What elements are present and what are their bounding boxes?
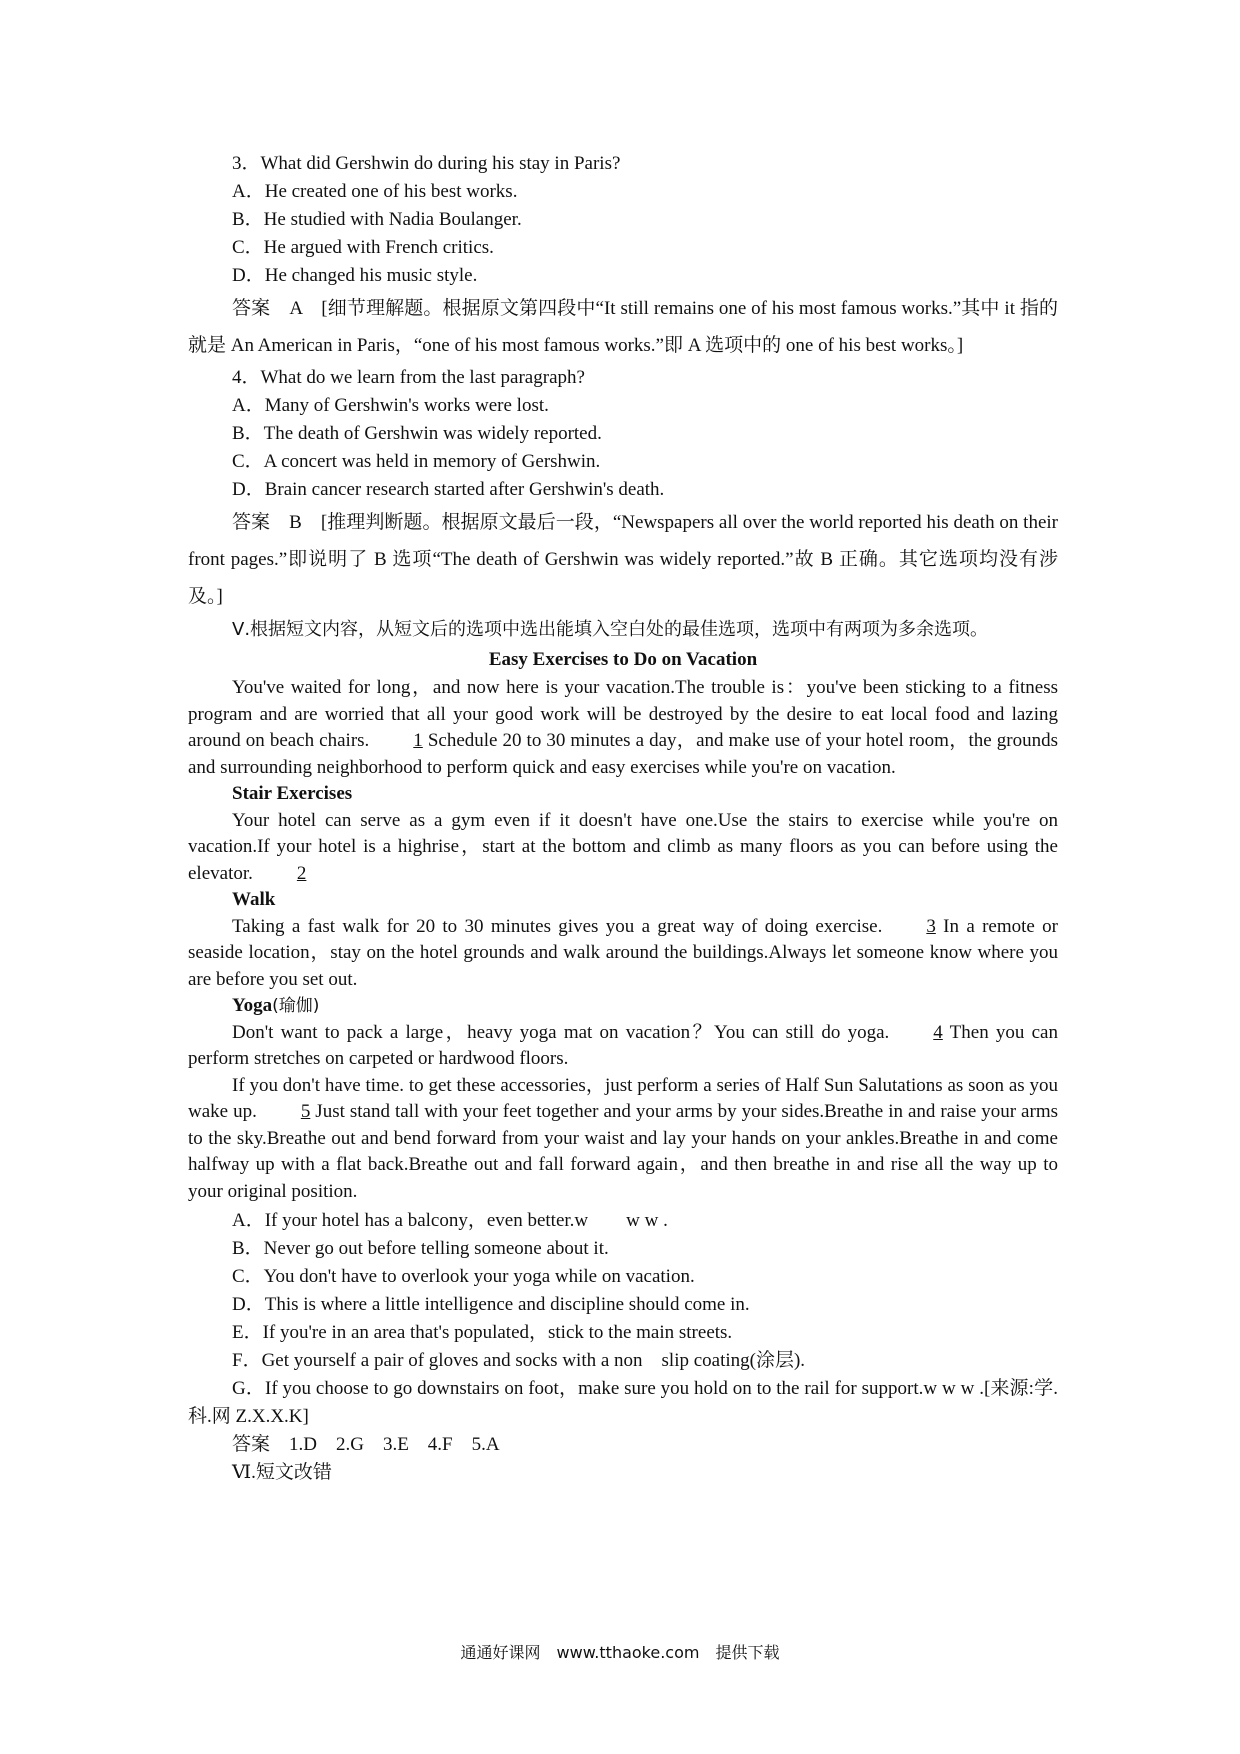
q4-option-b: B．The death of Gershwin was widely reported.: [232, 423, 602, 444]
section-5-answer: 答案 1.D 2.G 3.E 4.F 5.A: [232, 1434, 500, 1455]
option-d: D．This is where a little intelligence and discipline should come in.: [232, 1294, 750, 1315]
option-a: A．If your hotel has a balcony，even better.w w w .: [232, 1210, 668, 1231]
option-f: F．Get yourself a pair of gloves and socks with a non slip coating(涂层).: [232, 1350, 806, 1371]
passage-last: [188, 1073, 1058, 1206]
subheading-stair: Stair Exercises: [232, 783, 353, 804]
options-list: [188, 1207, 1058, 1431]
yoga-title-cn: (瑜伽): [272, 996, 320, 1016]
option-e: E．If you're in an area that's populated，stick to the main streets.: [232, 1322, 733, 1343]
stair-text: Your hotel can serve as a gym even if it doesn't have one.Use the stairs to exercise while you're on vacation.If your hotel is a highrise，start at the bottom and climb as many floors as you can before using the elevator.: [188, 809, 1058, 884]
intro-text-b: Schedule 20 to 30 minutes a day，and make use of your hotel room，the grounds and surrounding neighborhood to perform quick and easy exercises while you're on vacation.: [188, 730, 1058, 778]
section-6-heading: Ⅵ.短文改错: [232, 1462, 332, 1483]
q3-option-b: B．He studied with Nadia Boulanger.: [232, 209, 522, 230]
q3-answer: 答案 A [细节理解题。根据原文第四段中“It still remains one of his most famous works.”其中 it 指的就是 An American in Paris，“one of his most famous works.”即 A 选项中的 one of his best works。]: [188, 298, 1058, 356]
passage-yoga: [188, 1020, 1058, 1073]
q4-option-c: C．A concert was held in memory of Gershwin.: [232, 451, 601, 472]
last-text-b: Just stand tall with your feet together and your arms by your sides.Breathe in and raise your arms to the sky.Breathe out and bend forward from your waist and lay your hands on your ankles.Breathe in and come halfway up with a flat back.Breathe out and fall forward again，and then breathe in and rise all the way up to your original position.: [188, 1101, 1058, 1202]
q3-option-d: D．He changed his music style.: [232, 265, 478, 286]
passage-walk: [188, 914, 1058, 994]
yoga-text-a: Don't want to pack a large，heavy yoga mat on vacation？You can still do yoga.: [232, 1021, 890, 1043]
document-page: [188, 150, 1058, 1487]
section-5-heading: Ⅴ.根据短文内容，从短文后的选项中选出能填入空白处的最佳选项，选项中有两项为多余选项。: [232, 619, 989, 640]
option-c: C．You don't have to overlook your yoga while on vacation.: [232, 1266, 695, 1287]
question-3-stem: 3．What did Gershwin do during his stay in Paris?: [232, 153, 621, 174]
blank-2: 2: [296, 862, 307, 884]
passage-intro: [188, 675, 1058, 781]
q4-answer: 答案 B [推理判断题。根据原文最后一段，“Newspapers all over the world reported his death on their front pages.”即说明了 B 选项“The death of Gershwin was widely reported.”故 B 正确。其它选项均没有涉及。]: [188, 512, 1058, 607]
option-g: G．If you choose to go downstairs on foot，make sure you hold on to the rail for support.w w w .[来源:学.科.网 Z.X.X.K]: [188, 1378, 1058, 1427]
q3-option-c: C．He argued with French critics.: [232, 237, 494, 258]
last-text-a: If you don't have time. to get these accessories，just perform a series of Half Sun Salutations as soon as you wake up.: [188, 1074, 1058, 1122]
blank-3: 3: [926, 915, 936, 937]
passage-title: Easy Exercises to Do on Vacation: [488, 649, 758, 670]
intro-text-a: You've waited for long，and now here is your vacation.The trouble is：you've been sticking to a fitness program and are worried that all your good work will be destroyed by the desire to eat local food and lazing around on beach chairs.: [188, 677, 1058, 751]
option-b: B．Never go out before telling someone about it.: [232, 1238, 609, 1259]
yoga-text-b: Then you can perform stretches on carpeted or hardwood floors.: [188, 1021, 1058, 1069]
subheading-yoga: [188, 993, 1058, 1020]
walk-text-a: Taking a fast walk for 20 to 30 minutes gives you a great way of doing exercise.: [232, 915, 883, 937]
blank-5: 5: [300, 1101, 311, 1122]
subheading-walk: Walk: [232, 889, 276, 910]
blank-1: 1: [413, 730, 423, 751]
question-4-stem: 4．What do we learn from the last paragraph?: [232, 367, 585, 388]
walk-text-b: In a remote or seaside location，stay on the hotel grounds and walk around the buildings.Always let someone know where you are before you set out.: [188, 915, 1058, 990]
q4-option-d: D．Brain cancer research started after Gershwin's death.: [232, 479, 665, 500]
q3-option-a: A．He created one of his best works.: [232, 181, 518, 202]
passage-stair: [188, 808, 1058, 888]
page-footer: 通通好课网 www.tthaoke.com 提供下载: [460, 1643, 780, 1662]
yoga-title: Yoga: [232, 995, 273, 1016]
blank-4: 4: [933, 1021, 943, 1043]
q4-option-a: A．Many of Gershwin's works were lost.: [232, 395, 549, 416]
